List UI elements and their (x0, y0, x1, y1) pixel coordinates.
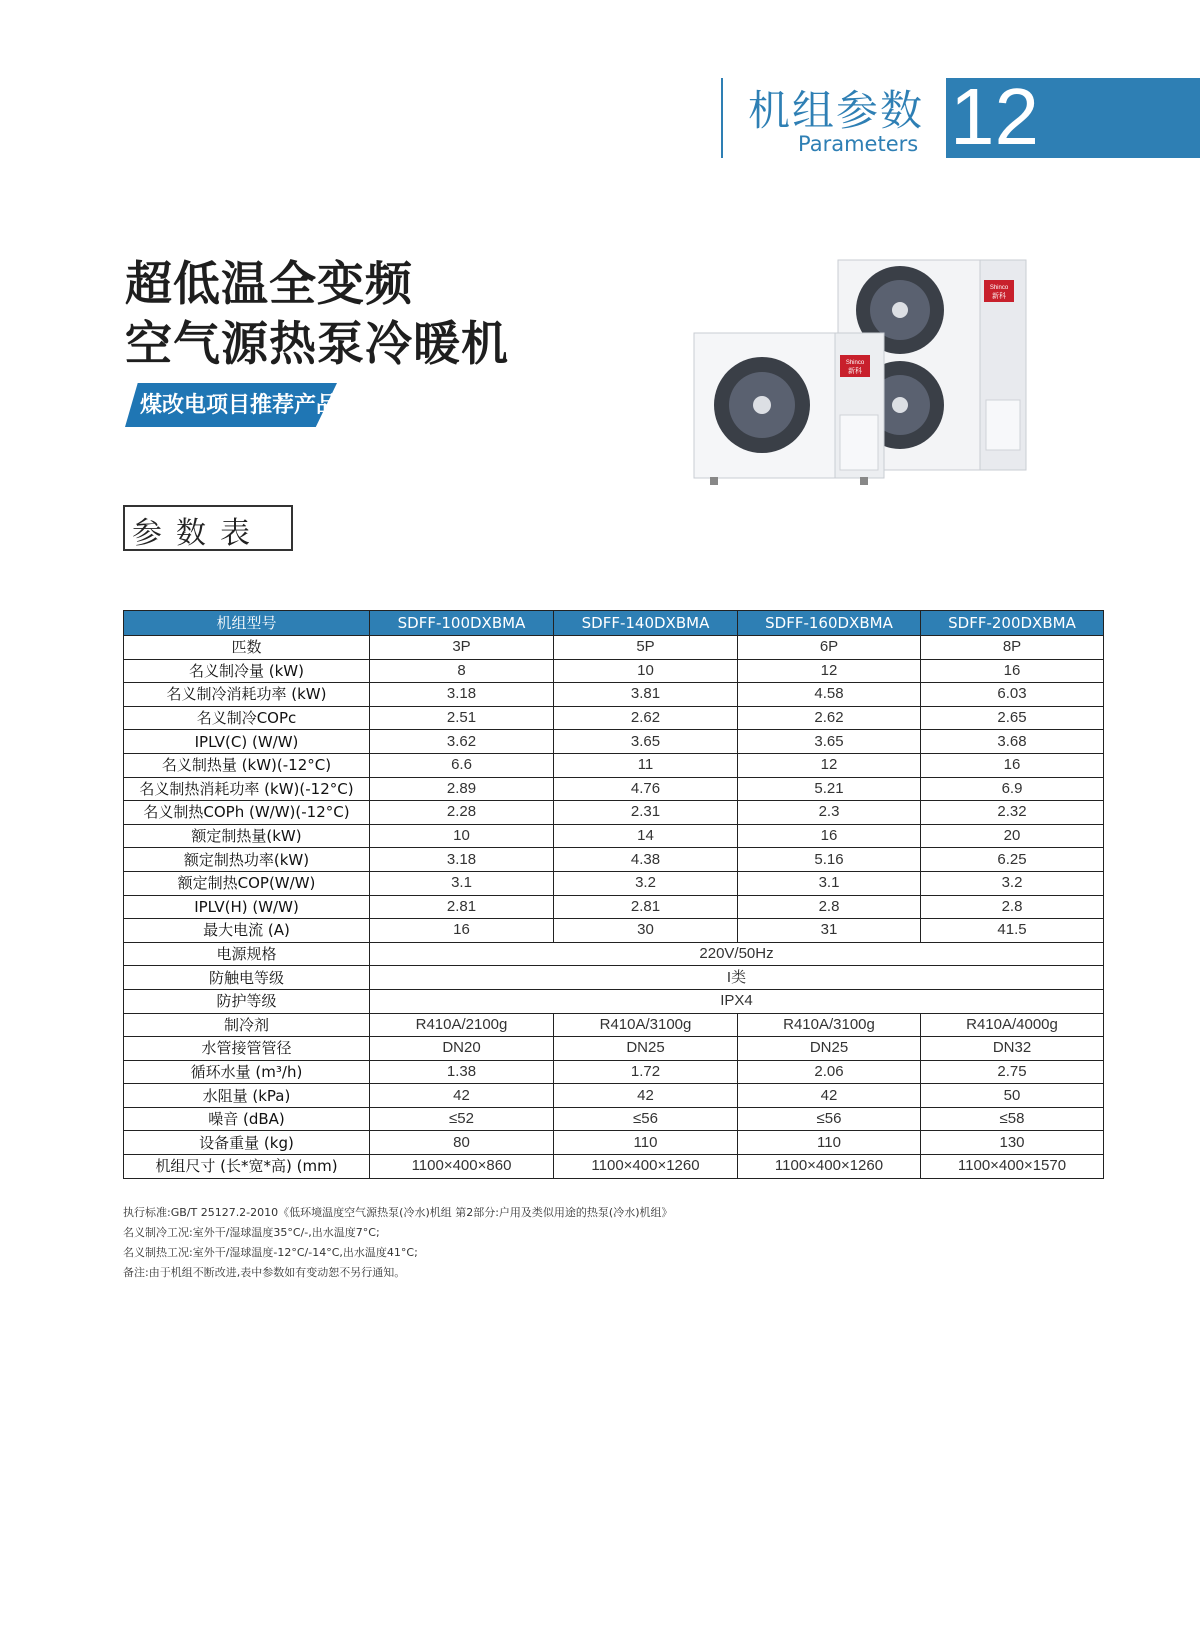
table-cell: 4.38 (554, 848, 738, 872)
table-cell: 5P (554, 636, 738, 660)
table-cell: 8P (921, 636, 1104, 660)
row-label: 名义制冷消耗功率 (kW) (124, 683, 370, 707)
table-cell: 3.2 (921, 871, 1104, 895)
note-cooling-condition: 名义制冷工况:室外干/湿球温度35°C/-,出水温度7°C; (123, 1226, 380, 1239)
product-brand-cn-small: 新科 (848, 367, 862, 375)
table-cell: R410A/3100g (738, 1013, 921, 1037)
table-cell: 130 (921, 1131, 1104, 1155)
product-title (125, 255, 509, 375)
table-cell: 42 (370, 1084, 554, 1108)
note-standard: 执行标准:GB/T 25127.2-2010《低环境温度空气源热泵(冷水)机组 第2部分:户用及类似用途的热泵(冷水)机组》 (123, 1206, 673, 1219)
table-cell: 110 (554, 1131, 738, 1155)
table-row (124, 989, 1104, 1013)
table-cell: 4.76 (554, 777, 738, 801)
table-cell: 3.81 (554, 683, 738, 707)
table-row (124, 966, 1104, 990)
table-cell-merged: 220V/50Hz (370, 942, 1104, 966)
table-cell: 42 (554, 1084, 738, 1108)
table-row (124, 848, 1104, 872)
product-title-line1: 超低温全变频 (125, 257, 413, 312)
table-cell: 6.03 (921, 683, 1104, 707)
table-cell: ≤56 (554, 1107, 738, 1131)
table-cell: 50 (921, 1084, 1104, 1108)
table-row (124, 636, 1104, 660)
table-cell: 10 (370, 824, 554, 848)
product-brand-cn-large: 新科 (992, 292, 1006, 300)
row-label: 设备重量 (kg) (124, 1131, 370, 1155)
table-cell: ≤58 (921, 1107, 1104, 1131)
table-cell: 41.5 (921, 919, 1104, 943)
row-label: 名义制热COPh (W/W)(-12°C) (124, 801, 370, 825)
row-label: 水阻量 (kPa) (124, 1084, 370, 1108)
row-label: 最大电流 (A) (124, 919, 370, 943)
row-label: 循环水量 (m³/h) (124, 1060, 370, 1084)
table-row (124, 1084, 1104, 1108)
table-cell: 80 (370, 1131, 554, 1155)
row-label: 名义制冷量 (kW) (124, 659, 370, 683)
table-cell: 20 (921, 824, 1104, 848)
table-cell: 1.38 (370, 1060, 554, 1084)
table-cell-merged: IPX4 (370, 989, 1104, 1013)
product-image (690, 255, 1040, 495)
table-cell: 8 (370, 659, 554, 683)
table-cell: 3.65 (554, 730, 738, 754)
table-cell: 2.28 (370, 801, 554, 825)
parameters-table (123, 610, 1104, 1179)
row-label: 额定制热功率(kW) (124, 848, 370, 872)
table-row (124, 1107, 1104, 1131)
table-cell: 16 (738, 824, 921, 848)
table-header-row (124, 611, 1104, 636)
table-cell: 2.8 (738, 895, 921, 919)
table-cell: 2.3 (738, 801, 921, 825)
table-cell: 1.72 (554, 1060, 738, 1084)
table-cell: R410A/3100g (554, 1013, 738, 1037)
row-label: 制冷剂 (124, 1013, 370, 1037)
table-cell: 3P (370, 636, 554, 660)
table-cell: 5.16 (738, 848, 921, 872)
header-cell: SDFF-140DXBMA (554, 611, 738, 636)
table-row (124, 801, 1104, 825)
row-label: 防护等级 (124, 989, 370, 1013)
table-cell: DN25 (738, 1037, 921, 1061)
table-cell: 2.32 (921, 801, 1104, 825)
table-cell: ≤56 (738, 1107, 921, 1131)
row-label: 名义制冷COPc (124, 706, 370, 730)
recommend-ribbon-text: 煤改电项目推荐产品 (140, 393, 339, 418)
table-cell: 1100×400×1570 (921, 1155, 1104, 1179)
table-cell: 6P (738, 636, 921, 660)
table-cell: 2.81 (554, 895, 738, 919)
note-heating-condition: 名义制热工况:室外干/湿球温度-12°C/-14°C,出水温度41°C; (123, 1246, 418, 1259)
table-row (124, 777, 1104, 801)
row-label: 噪音 (dBA) (124, 1107, 370, 1131)
table-cell: DN20 (370, 1037, 554, 1061)
table-cell: 3.18 (370, 683, 554, 707)
table-cell: 2.81 (370, 895, 554, 919)
table-cell: 16 (921, 659, 1104, 683)
table-cell: R410A/2100g (370, 1013, 554, 1037)
table-row (124, 706, 1104, 730)
row-label: 名义制热量 (kW)(-12°C) (124, 753, 370, 777)
page-number: 12 (950, 72, 1039, 161)
table-cell: ≤52 (370, 1107, 554, 1131)
table-cell: 16 (370, 919, 554, 943)
table-cell: 14 (554, 824, 738, 848)
table-cell: 2.8 (921, 895, 1104, 919)
table-cell: 2.62 (738, 706, 921, 730)
table-row (124, 919, 1104, 943)
table-body (124, 636, 1104, 1179)
table-row (124, 1013, 1104, 1037)
row-label: 匹数 (124, 636, 370, 660)
table-row (124, 895, 1104, 919)
table-row (124, 1037, 1104, 1061)
table-cell: 110 (738, 1131, 921, 1155)
table-row (124, 753, 1104, 777)
table-cell: 6.25 (921, 848, 1104, 872)
table-cell: 3.62 (370, 730, 554, 754)
table-cell: 2.65 (921, 706, 1104, 730)
header-title-en: Parameters (798, 132, 919, 156)
table-row (124, 659, 1104, 683)
table-cell: 2.31 (554, 801, 738, 825)
table-cell: 2.06 (738, 1060, 921, 1084)
table-cell: 3.2 (554, 871, 738, 895)
row-label: 电源规格 (124, 942, 370, 966)
table-row (124, 1060, 1104, 1084)
product-brand-en-small: Shinco (845, 360, 865, 366)
row-label: 额定制热COP(W/W) (124, 871, 370, 895)
header-title-cn: 机组参数 (748, 86, 925, 135)
table-cell: 2.62 (554, 706, 738, 730)
product-title-line2: 空气源热泵冷暖机 (125, 317, 509, 372)
table-cell: 6.6 (370, 753, 554, 777)
header-cell-model: 机组型号 (124, 611, 370, 636)
table-cell: 3.18 (370, 848, 554, 872)
row-label: IPLV(C) (W/W) (124, 730, 370, 754)
table-row (124, 942, 1104, 966)
table-cell: 2.75 (921, 1060, 1104, 1084)
table-cell: 3.68 (921, 730, 1104, 754)
table-cell: 1100×400×860 (370, 1155, 554, 1179)
product-brand-en-large: Shinco (989, 285, 1009, 291)
table-cell: 31 (738, 919, 921, 943)
table-cell: 12 (738, 753, 921, 777)
header-cell: SDFF-160DXBMA (738, 611, 921, 636)
table-cell: DN32 (921, 1037, 1104, 1061)
table-cell: 2.51 (370, 706, 554, 730)
table-cell: 3.1 (738, 871, 921, 895)
table-cell: 6.9 (921, 777, 1104, 801)
table-cell: 1100×400×1260 (738, 1155, 921, 1179)
table-cell: 5.21 (738, 777, 921, 801)
table-row (124, 871, 1104, 895)
header-cell: SDFF-100DXBMA (370, 611, 554, 636)
table-row (124, 824, 1104, 848)
table-cell: R410A/4000g (921, 1013, 1104, 1037)
table-cell: 10 (554, 659, 738, 683)
table-row (124, 730, 1104, 754)
row-label: IPLV(H) (W/W) (124, 895, 370, 919)
row-label: 水管接管管径 (124, 1037, 370, 1061)
row-label: 名义制热消耗功率 (kW)(-12°C) (124, 777, 370, 801)
table-cell: DN25 (554, 1037, 738, 1061)
section-label: 参数表 (132, 516, 264, 551)
table-cell: 4.58 (738, 683, 921, 707)
table-cell: 42 (738, 1084, 921, 1108)
table-cell-merged: I类 (370, 966, 1104, 990)
row-label: 防触电等级 (124, 966, 370, 990)
row-label: 额定制热量(kW) (124, 824, 370, 848)
table-row (124, 683, 1104, 707)
header-cell: SDFF-200DXBMA (921, 611, 1104, 636)
table-row (124, 1131, 1104, 1155)
table-cell: 2.89 (370, 777, 554, 801)
table-cell: 12 (738, 659, 921, 683)
header-divider (721, 78, 723, 158)
table-cell: 3.1 (370, 871, 554, 895)
notes (123, 1203, 673, 1283)
row-label: 机组尺寸 (长*宽*高) (mm) (124, 1155, 370, 1179)
table-cell: 11 (554, 753, 738, 777)
table-row (124, 1155, 1104, 1179)
note-remark: 备注:由于机组不断改进,表中参数如有变动恕不另行通知。 (123, 1266, 406, 1279)
table-cell: 3.65 (738, 730, 921, 754)
table-cell: 1100×400×1260 (554, 1155, 738, 1179)
table-cell: 16 (921, 753, 1104, 777)
table-cell: 30 (554, 919, 738, 943)
